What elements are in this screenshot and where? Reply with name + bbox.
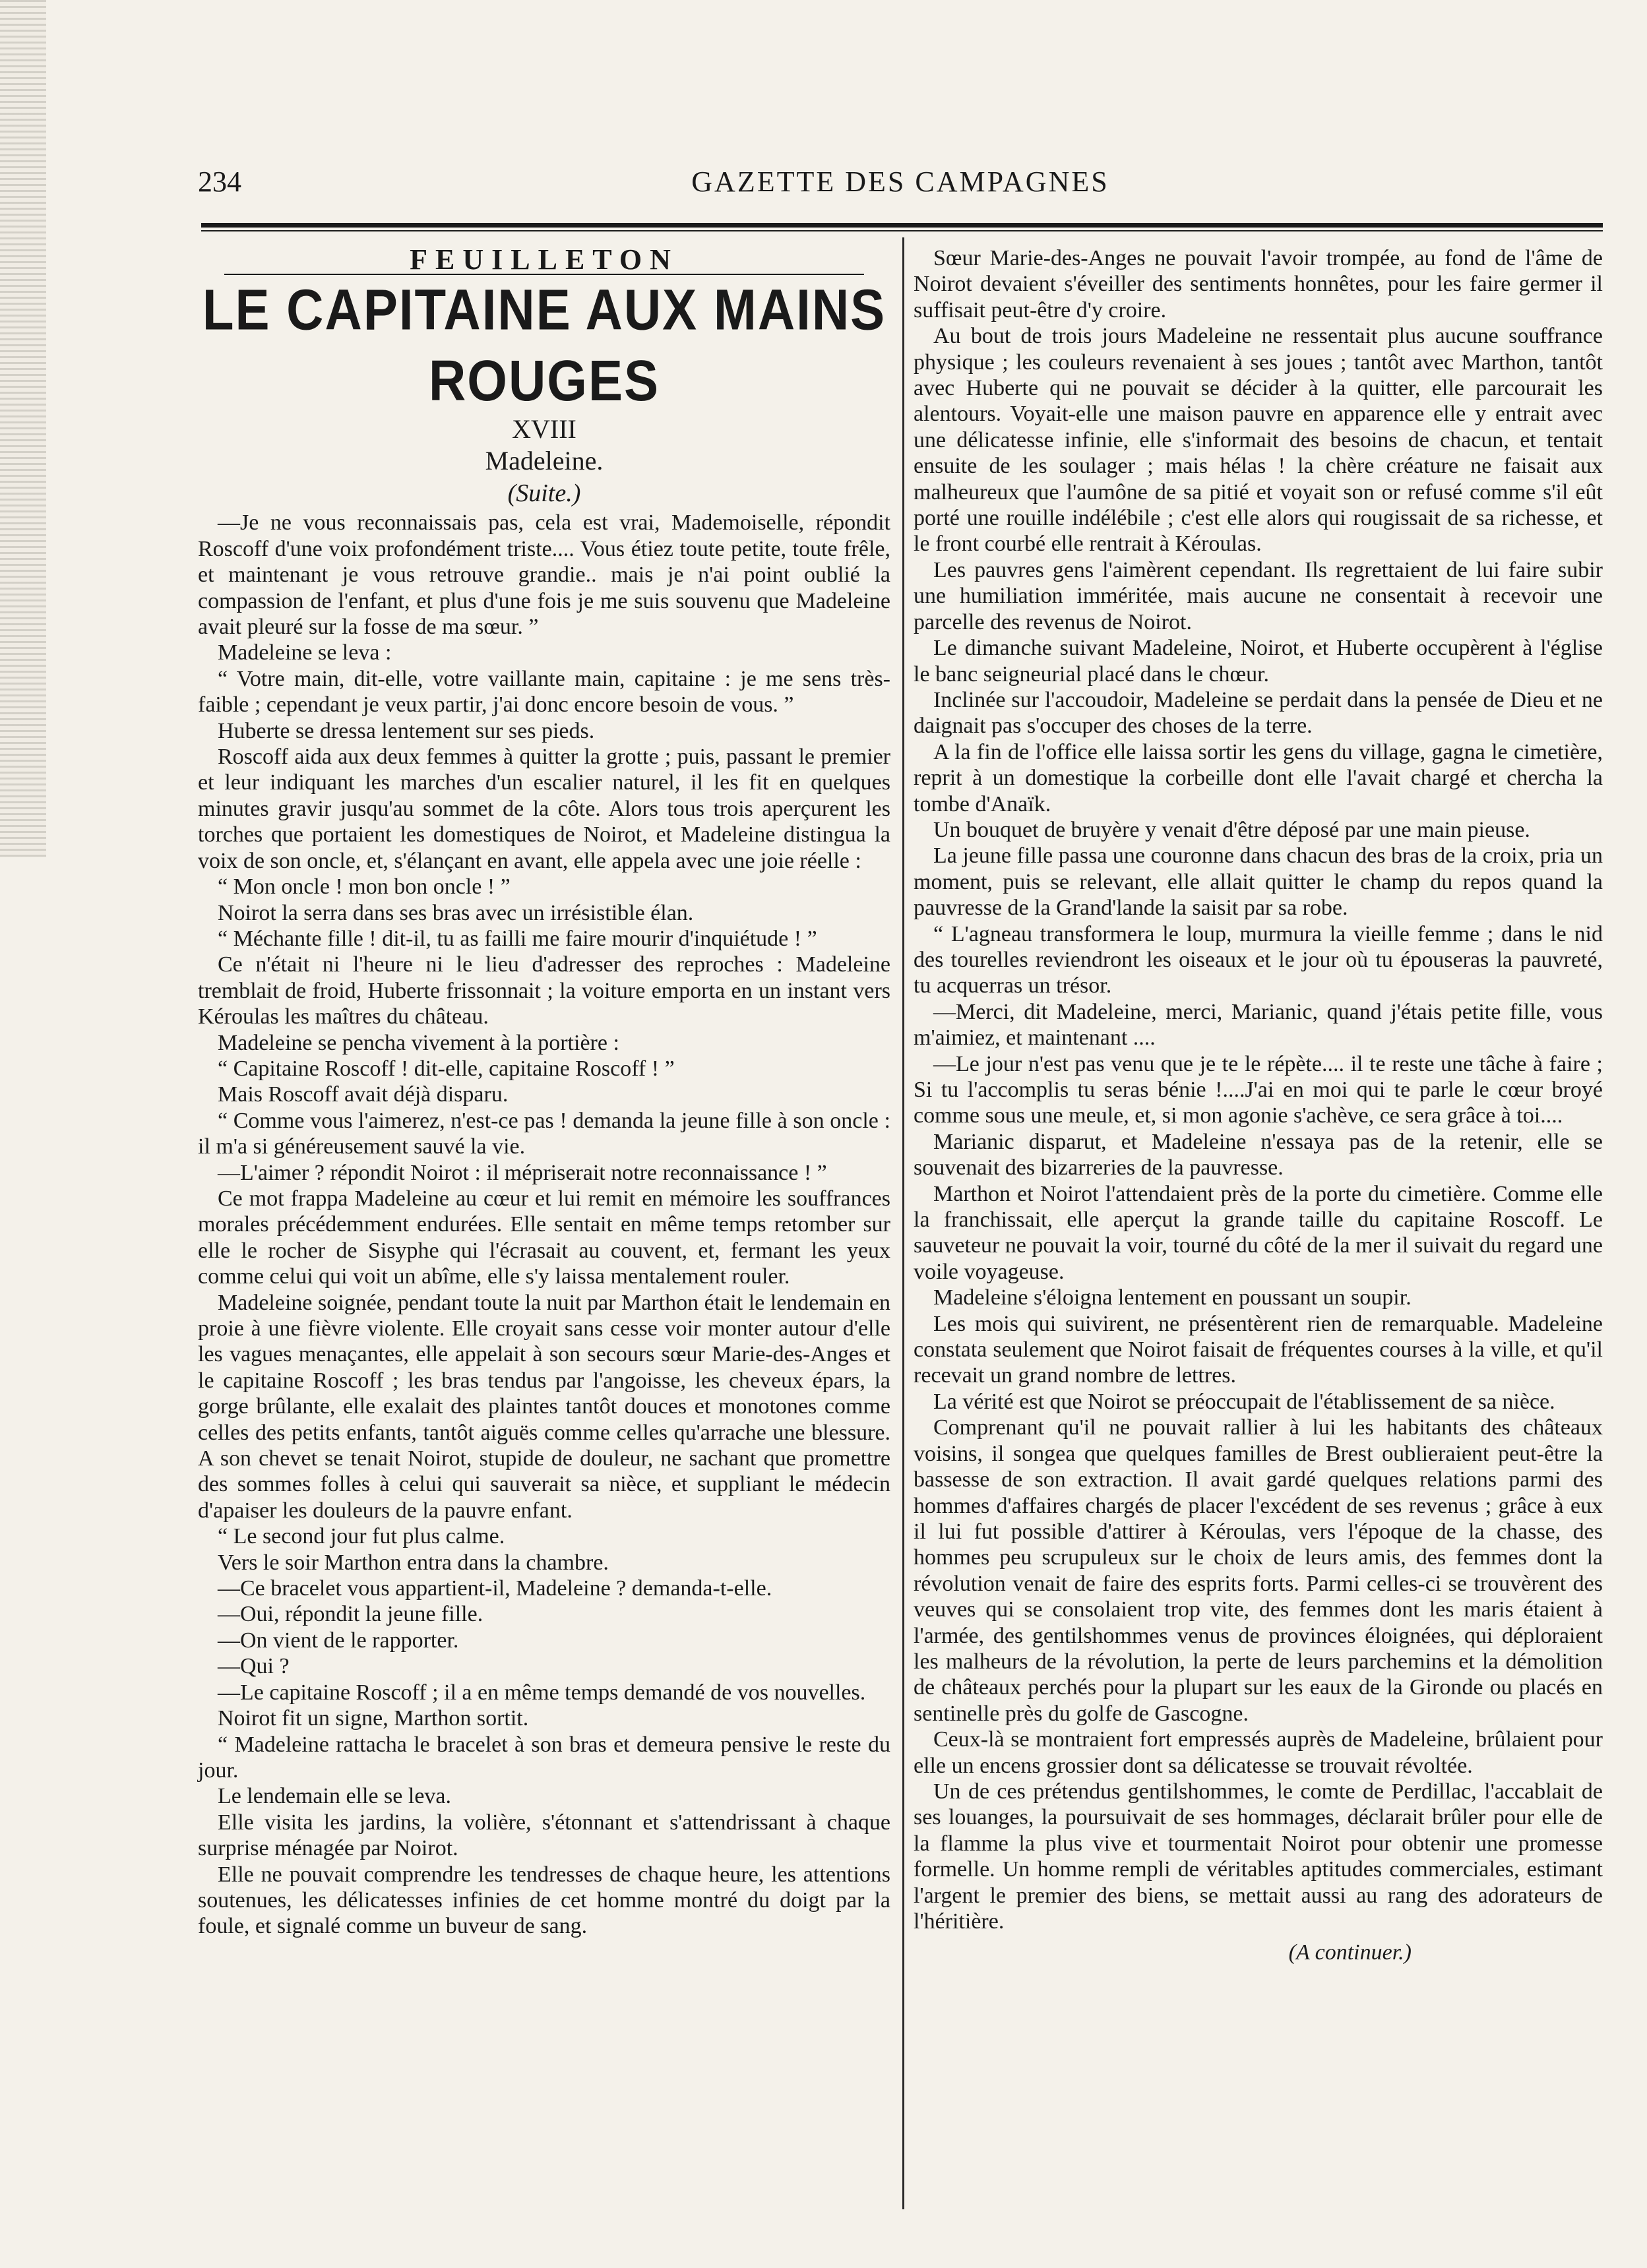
paragraph: —Ce bracelet vous appartient-il, Madeleine ? demanda-t-elle.	[218, 1576, 772, 1601]
suite-label: (Suite.)	[507, 479, 581, 508]
paragraph: Le lendemain elle se leva.	[218, 1784, 451, 1809]
paragraph: Noirot la serra dans ses bras avec un irrésistible élan.	[218, 900, 694, 925]
chapter-title: Madeleine.	[485, 446, 604, 476]
paragraph: Roscoff aida aux deux femmes à quitter la grotte ; puis, passant le premier et leur indiquant les marches d'un escalier naturel, il les fit en quelques minutes gravir jusqu'au sommet de la côte. Alors tous trois aperçurent les torches que portaient les domestiques de Noirot, et Madeleine distingua la voix de son oncle, et, s'élançant en avant, elle appela avec une joie réelle :	[198, 745, 890, 873]
paragraph: Madeleine se leva :	[218, 640, 392, 665]
paragraph: —Qui ?	[218, 1654, 290, 1679]
right-column	[914, 245, 1603, 1966]
paragraph: Elle visita les jardins, la volière, s'étonnant et s'attendrissant à chaque surprise ménagée par Noirot.	[198, 1810, 890, 1861]
paragraph: “ Comme vous l'aimerez, n'est-ce pas ! demanda la jeune fille à son oncle : il m'a si généreusement sauvé la vie.	[198, 1108, 890, 1159]
newspaper-title: GAZETTE DES CAMPAGNES	[691, 166, 1109, 198]
paragraph: La jeune fille passa une couronne dans chacun des bras de la croix, pria un moment, puis se relevant, elle allait quitter le champ du repos quand la pauvresse de la Grand'lande la saisit par sa robe.	[914, 843, 1603, 921]
feuilleton-title: LE CAPITAINE AUX MAINS ROUGES	[202, 277, 886, 414]
paragraph: —Le jour n'est pas venu que je te le répète.... il te reste une tâche à faire ; Si tu l'accomplis tu seras bénie !....J'ai en moi qui te parle le cœur broyé comme sous une meule, et, si mon agonie s'achève, ce sera grâce à toi....	[914, 1051, 1603, 1128]
paragraph: Huberte se dressa lentement sur ses pieds.	[218, 718, 595, 743]
left-column-text	[198, 510, 890, 1939]
paragraph: “ Votre main, dit-elle, votre vaillante main, capitaine : je me sens très-faible ; cependant je veux partir, j'ai donc encore besoin de vous. ”	[198, 666, 890, 718]
left-column	[198, 245, 890, 1940]
paragraph: “ Capitaine Roscoff ! dit-elle, capitaine Roscoff ! ”	[218, 1056, 675, 1081]
paragraph: —On vient de le rapporter.	[218, 1628, 459, 1653]
paragraph: Vers le soir Marthon entra dans la chambre.	[218, 1550, 609, 1575]
paragraph: Sœur Marie-des-Anges ne pouvait l'avoir trompée, au fond de l'âme de Noirot devaient s'éveiller des sentiments honnêtes, pour les faire germer il suffisait peut-être d'y croire.	[914, 246, 1603, 322]
paragraph: “ L'agneau transformera le loup, murmura la vieille femme ; dans le nid des tourelles reviendront les oiseaux et le jour où tu épouseras la pauvreté, tu acquerras un trésor.	[914, 921, 1603, 998]
paragraph: Au bout de trois jours Madeleine ne ressentait plus aucune souffrance physique ; les couleurs revenaient à ses joues ; tantôt avec Marthon, tantôt avec Huberte qui ne pouvait se décider à la quitter, elle parcourait les alentours. Voyait-elle une maison pauvre en apparence elle y entrait avec une délicatesse infinie, elle s'informait des besoins de chacun, et tentait ensuite de les soulager ; mais hélas ! la chère créature ne faisait aux malheureux que l'aumône de sa pitié et voyait son or refusé comme s'il eût porté une rouille indélébile ; c'est elle alors qui rougissait de sa richesse, et le front courbé elle rentrait à Kéroulas.	[914, 324, 1603, 557]
paragraph: La vérité est que Noirot se préoccupait de l'établissement de sa nièce.	[933, 1389, 1555, 1414]
paragraph: “ Mon oncle ! mon bon oncle ! ”	[218, 874, 511, 900]
paragraph: Le dimanche suivant Madeleine, Noirot, et Huberte occupèrent à l'église le banc seigneurial placé dans le chœur.	[914, 636, 1603, 687]
paragraph: —L'aimer ? répondit Noirot : il mépriserait notre reconnaissance ! ”	[218, 1160, 827, 1185]
paragraph: Ce n'était ni l'heure ni le lieu d'adresser des reproches : Madeleine tremblait de froid, Huberte frissonnait ; la voiture emporta en un instant vers Kéroulas les maîtres du château.	[198, 952, 890, 1029]
paragraph: Ce mot frappa Madeleine au cœur et lui remit en mémoire les souffrances morales précédemment endurées. Elle sentait en même temps retomber sur elle le rocher de Sisyphe qui l'écrasait au couvent, et, fermant les yeux comme celui qui voit un abîme, elle s'y laissa mentalement rouler.	[198, 1186, 890, 1289]
paragraph: Inclinée sur l'accoudoir, Madeleine se perdait dans la pensée de Dieu et ne daignait pas s'occuper des choses de la terre.	[914, 687, 1603, 739]
a-continuer: (A continuer.)	[1288, 1940, 1412, 1965]
paragraph: Marthon et Noirot l'attendaient près de la porte du cimetière. Comme elle la franchissait, elle aperçut la grande taille du capitaine Roscoff. Le sauveteur ne pouvait la voir, tourné du côté de la mer il suivait du regard une voile voyageuse.	[914, 1181, 1603, 1284]
header-rule	[201, 223, 1603, 228]
paragraph: Comprenant qu'il ne pouvait rallier à lui les habitants des châteaux voisins, il songea que quelques familles de Brest oublieraient peut-être la bassesse de son extraction. Il avait gardé quelques relations parmi des hommes d'affaires chargés de placer l'excédent de ses revenus ; grâce à eux il lui fut possible d'attirer à Kéroulas, vers l'époque de la chasse, des hommes peu scrupuleux sur le choix de leurs amis, des femmes dont la révolution venait de faire des esprits forts. Parmi celles-ci se trouvèrent des veuves qui se consolaient trop vite, des femmes dont les maris étaient à l'armée, des gentilshommes venus de provinces éloignées, qui déploraient les malheurs de la révolution, la perte de leurs parchemins et la démolition de châteaux perchés pour la plupart sur les eaux de la Gironde ou placés en sentinelle près du golfe de Gascogne.	[914, 1415, 1603, 1726]
paragraph: Madeleine s'éloigna lentement en poussant un soupir.	[933, 1285, 1412, 1310]
paragraph: Noirot fit un signe, Marthon sortit.	[218, 1706, 529, 1731]
paragraph: Mais Roscoff avait déjà disparu.	[218, 1082, 509, 1107]
paragraph: —Oui, répondit la jeune fille.	[218, 1602, 483, 1627]
paragraph: Madeleine se pencha vivement à la portière :	[218, 1030, 619, 1055]
paragraph: Les mois qui suivirent, ne présentèrent rien de remarquable. Madeleine constata seulement que Noirot faisait de fréquentes courses à la ville, et qu'il recevait un grand nombre de lettres.	[914, 1311, 1603, 1388]
paragraph: Elle ne pouvait comprendre les tendresses de chaque heure, les attentions soutenues, les délicatesses infinies de cet homme montré du doigt par la foule, et signalé comme un buveur de sang.	[198, 1862, 890, 1939]
paragraph: Marianic disparut, et Madeleine n'essaya pas de la retenir, elle se souvenait des bizarreries de la pauvresse.	[914, 1129, 1603, 1180]
paragraph: “ Madeleine rattacha le bracelet à son bras et demeura pensive le reste du jour.	[198, 1732, 890, 1783]
page-number: 234	[198, 166, 241, 198]
column-divider	[902, 237, 904, 2209]
chapter-number: XVIII	[512, 414, 576, 444]
paragraph: Un bouquet de bruyère y venait d'être déposé par une main pieuse.	[933, 817, 1530, 842]
right-column-text	[914, 245, 1603, 1934]
paragraph: “ Méchante fille ! dit-il, tu as failli me faire mourir d'inquiétude ! ”	[218, 926, 817, 951]
scan-edge-noise	[0, 0, 46, 857]
paragraph: A la fin de l'office elle laissa sortir les gens du village, gagna le cimetière, reprit à un domestique la corbeille dont elle l'avait chargé et chercha la tombe d'Anaïk.	[914, 739, 1603, 816]
paragraph: Les pauvres gens l'aimèrent cependant. Ils regrettaient de lui faire subir une humiliation imméritée, mais aucune ne consentait à recevoir une parcelle des revenus de Noirot.	[914, 557, 1603, 634]
paragraph: —Le capitaine Roscoff ; il a en même temps demandé de vos nouvelles.	[218, 1680, 866, 1705]
paragraph: —Je ne vous reconnaissais pas, cela est vrai, Mademoiselle, répondit Roscoff d'une voix profondément triste.... Vous étiez toute petite, toute frêle, et maintenant je vous retrouve grandie.. mais je n'ai point oublié la compassion de l'enfant, et plus d'une fois je me suis souvenu que Madeleine avait pleuré sur la fosse de ma sœur. ”	[198, 510, 890, 640]
paragraph: “ Le second jour fut plus calme.	[218, 1524, 505, 1549]
paragraph: Ceux-là se montraient fort empressés auprès de Madeleine, brûlaient pour elle un encens grossier dont sa délicatesse se trouvait révoltée.	[914, 1727, 1603, 1778]
page-header	[198, 165, 1603, 204]
paragraph: Madeleine soignée, pendant toute la nuit par Marthon était le lendemain en proie à une fièvre violente. Elle croyait sans cesse voir monter autour d'elle les vagues menaçantes, elle appelait à son secours sœur Marie-des-Anges et le capitaine Roscoff ; les bras tendus par l'angoisse, les cheveux épars, la gorge brûlante, elle exalait des plaintes tantôt douces et monotones comme celles des petits enfants, tantôt aiguës comme celles qu'arrache une blessure. A son chevet se tenait Noirot, stupide de douleur, ne sachant que promettre des sommes folles à celui qui sauverait sa nièce, et suppliant le médecin d'apaiser les douleurs de la pauvre enfant.	[198, 1290, 890, 1523]
paragraph: —Merci, dit Madeleine, merci, Marianic, quand j'étais petite fille, vous m'aimiez, et maintenant ....	[914, 999, 1603, 1051]
paragraph: Un de ces prétendus gentilshommes, le comte de Perdillac, l'accablait de ses louanges, la poursuivait de ses hommages, déclarait brûler pour elle de la flamme la plus vive et tourmentait Noirot pour obtenir une promesse formelle. Un homme rempli de véritables aptitudes commerciales, estimant l'argent le premier des biens, se mettait aussi au rang des adorateurs de l'héritière.	[914, 1779, 1603, 1934]
header-rule-thin	[201, 230, 1603, 231]
feuilleton-label: FEUILLETON	[224, 247, 864, 275]
